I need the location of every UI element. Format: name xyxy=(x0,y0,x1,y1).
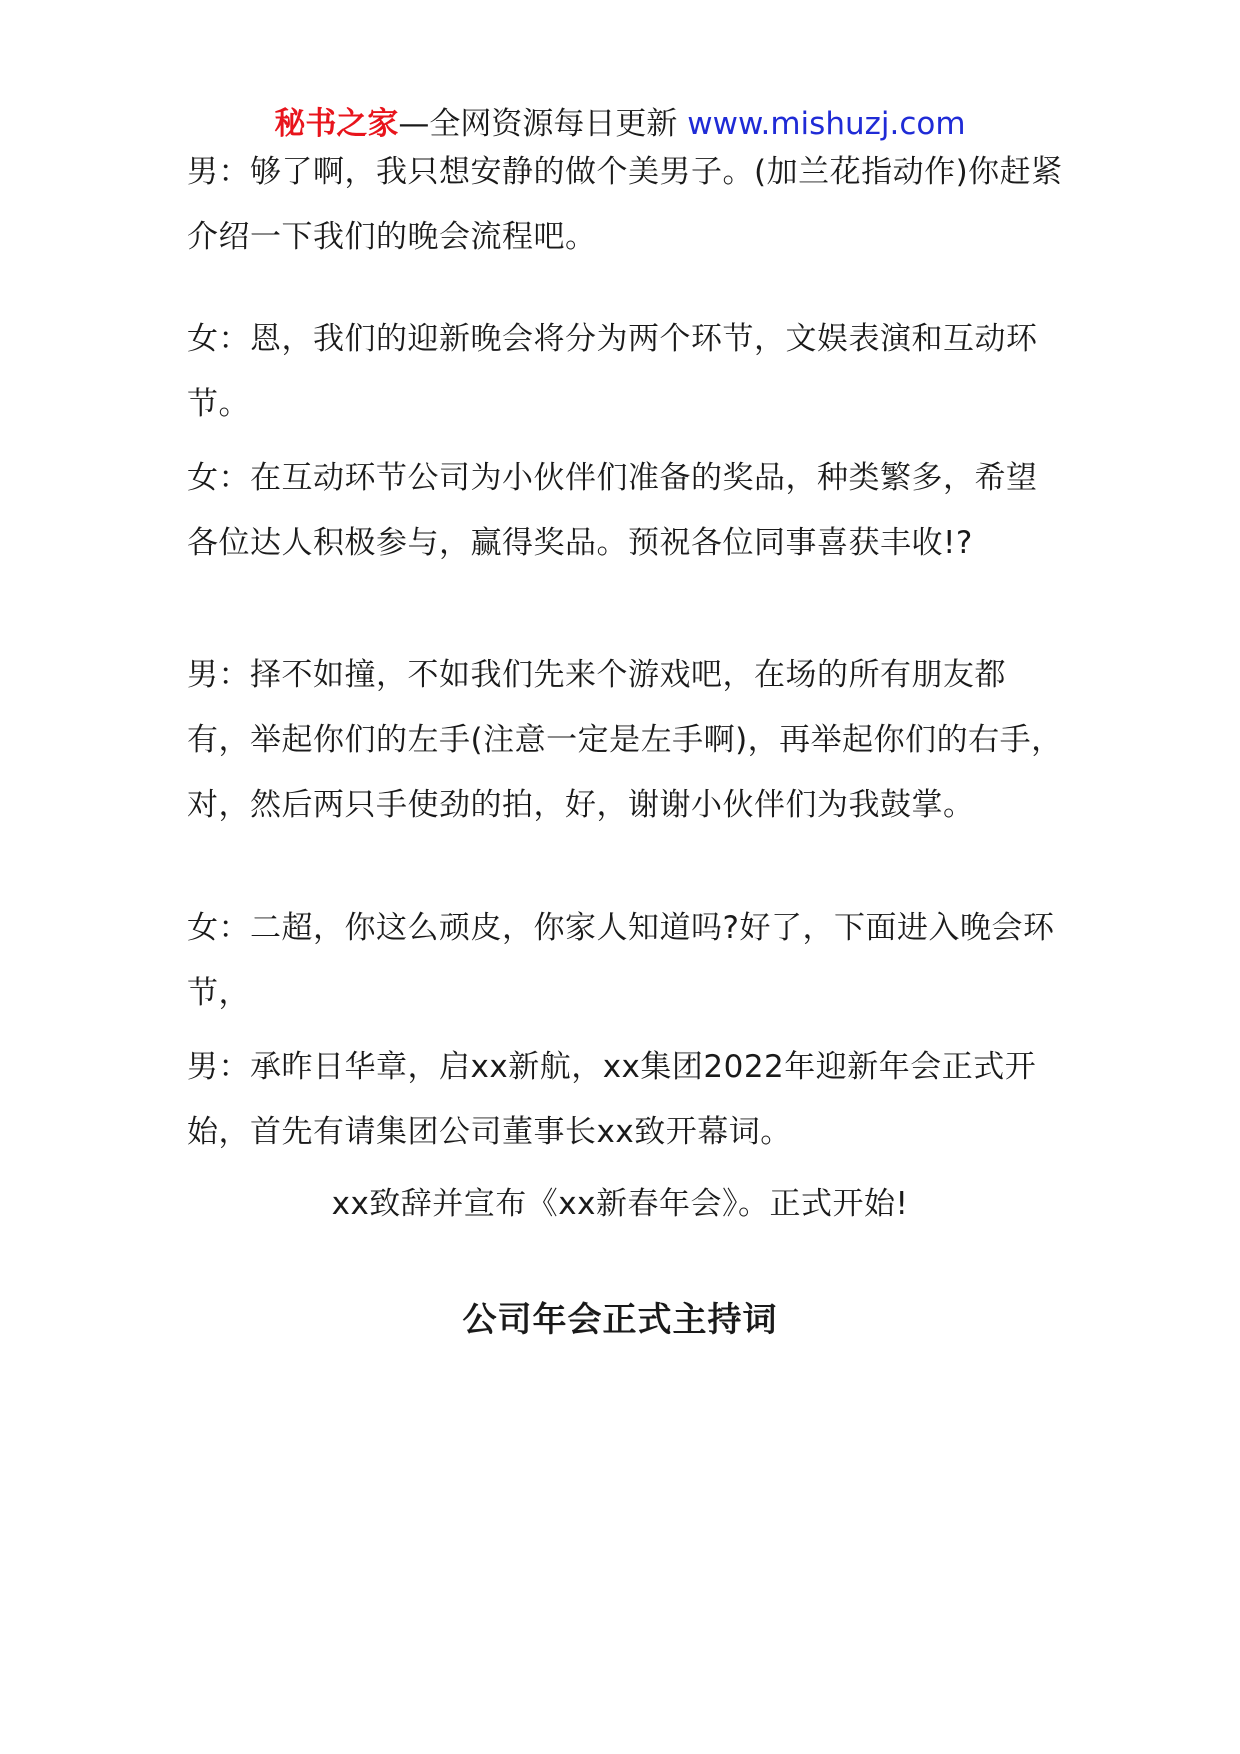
section-title: 公司年会正式主持词 xyxy=(462,1300,778,1340)
site-url-link[interactable]: www.mishuzj.com xyxy=(687,106,966,142)
paragraph-1: 男：够了啊，我只想安静的做个美男子。(加兰花指动作)你赶紧介绍一下我们的晚会流程吧。 xyxy=(187,154,1063,255)
paragraph-3: 女：在互动环节公司为小伙伴们准备的奖品，种类繁多，希望各位达人积极参与，赢得奖品。预祝各位同事喜获丰收!? xyxy=(187,460,1038,561)
header-tagline: —全网资源每日更新 xyxy=(398,106,688,142)
paragraph-6: 男：承昨日华章，启xx新航，xx集团2022年迎新年会正式开始，首先有请集团公司董事长xx致开幕词。 xyxy=(187,1049,1037,1150)
paragraph-4: 男：择不如撞，不如我们先来个游戏吧，在场的所有朋友都有，举起你们的左手(注意一定是左手啊)，再举起你们的右手，对，然后两只手使劲的拍，好，谢谢小伙伴们为我鼓掌。 xyxy=(187,657,1063,823)
brand-name: 秘书之家 xyxy=(274,106,399,142)
paragraph-2: 女：恩，我们的迎新晚会将分为两个环节，文娱表演和互动环节。 xyxy=(187,321,1038,422)
opening-announcement: xx致辞并宣布《xx新春年会》。正式开始! xyxy=(331,1186,909,1222)
paragraph-5: 女：二超，你这么顽皮，你家人知道吗?好了，下面进入晚会环节， xyxy=(187,910,1055,1011)
